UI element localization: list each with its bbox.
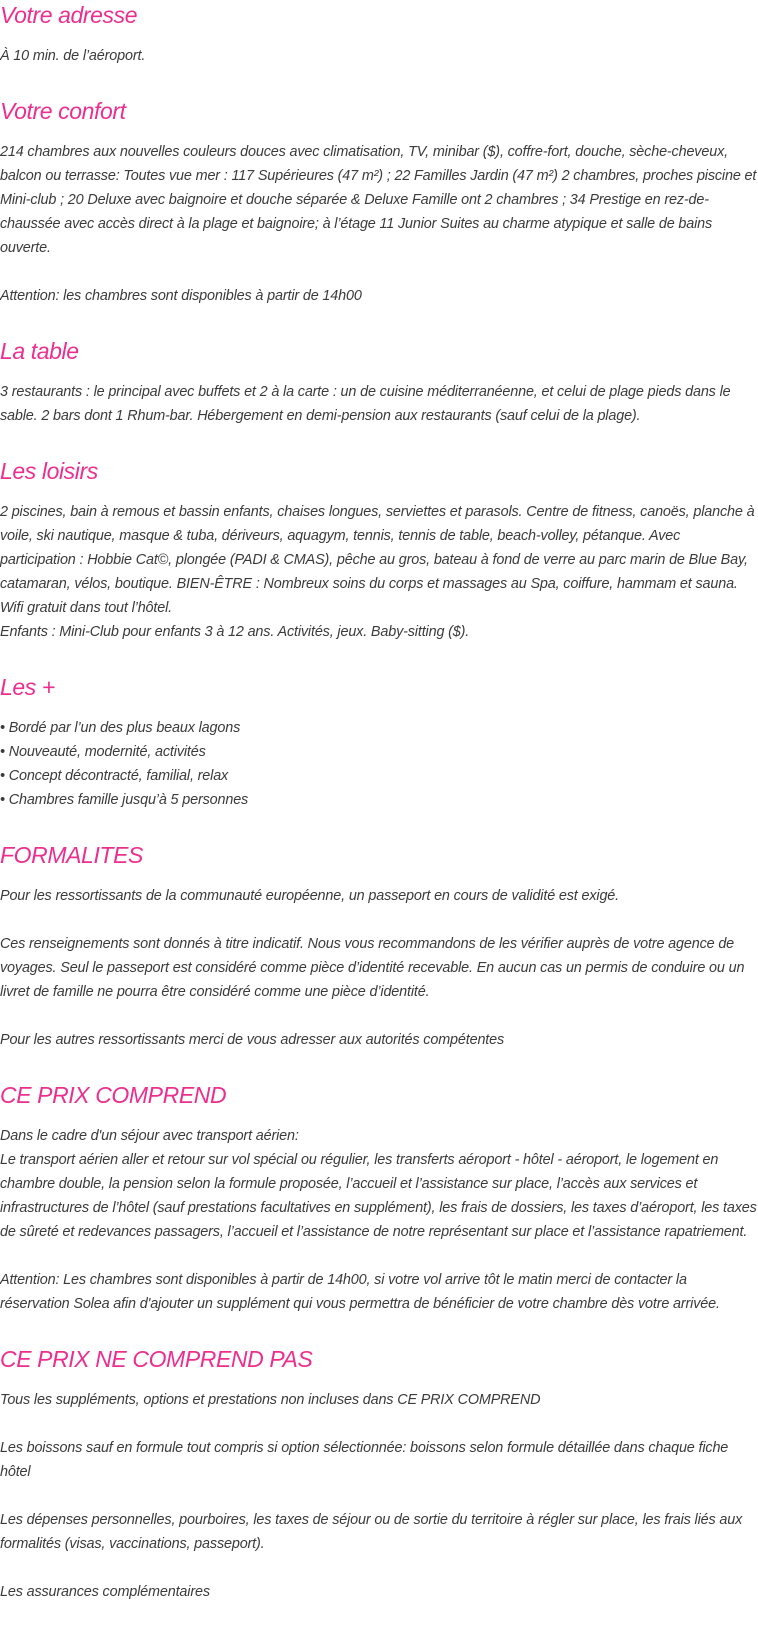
- paragraph: [0, 1268, 758, 1316]
- paragraph: [0, 140, 758, 260]
- spacer: [0, 308, 758, 336]
- text-line: • Bordé par l’un des plus beaux lagons: [0, 720, 241, 736]
- text-line: • Nouveauté, modernité, activités: [0, 744, 206, 760]
- spacer: [0, 68, 758, 96]
- spacer: [0, 486, 758, 500]
- section-title: Les loisirs: [0, 458, 98, 484]
- section-4: [0, 672, 758, 840]
- section-3: [0, 456, 758, 672]
- spacer: [0, 870, 758, 884]
- section-1: [0, 96, 758, 336]
- text-line: À 10 min. de l’aéroport.: [0, 48, 146, 64]
- text-line: Les dépenses personnelles, pourboires, les taxes de séjour ou de sortie du territoire à régler sur place, les frais liés aux formalités (visas, vaccinations, passeport).: [0, 1512, 743, 1552]
- paragraph: [0, 1436, 758, 1484]
- section-0: [0, 0, 758, 96]
- spacer: [0, 1316, 758, 1344]
- text-line: Enfants : Mini-Club pour enfants 3 à 12 ans. Activités, jeux. Baby-sitting ($).: [0, 624, 470, 640]
- spacer: [0, 126, 758, 140]
- spacer: [0, 260, 758, 284]
- section-2: [0, 336, 758, 456]
- spacer: [0, 1004, 758, 1028]
- text-line: • Concept décontracté, familial, relax: [0, 768, 229, 784]
- paragraph: [0, 284, 758, 308]
- section-title: FORMALITES: [0, 842, 143, 868]
- spacer: [0, 1374, 758, 1388]
- text-line: Les assurances complémentaires: [0, 1584, 210, 1600]
- spacer: [0, 702, 758, 716]
- section-title: Votre adresse: [0, 2, 138, 28]
- paragraph: [0, 884, 758, 908]
- spacer: [0, 1412, 758, 1436]
- section-title: Les +: [0, 674, 55, 700]
- spacer: [0, 30, 758, 44]
- paragraph: [0, 44, 758, 68]
- spacer: [0, 908, 758, 932]
- paragraph: [0, 380, 758, 428]
- text-line: • Chambres famille jusqu’à 5 personnes: [0, 792, 249, 808]
- text-line: Ces renseignements sont donnés à titre indicatif. Nous vous recommandons de les vérifier auprès de votre agence de voyages. Seul le passeport est considéré comme pièce d’identité recevable. En aucun cas un permis de conduire ou un livret de famille ne pourra être considéré comme une pièce d’identité.: [0, 936, 745, 1000]
- section-7: [0, 1344, 758, 1604]
- section-6: [0, 1080, 758, 1344]
- text-line: Attention: Les chambres sont disponibles à partir de 14h00, si votre vol arrive tôt le matin merci de contacter la réservation Solea afin d'ajouter un supplément qui vous permettra de bénéficier de votre chambre dès votre arrivée.: [0, 1272, 720, 1312]
- section-5: [0, 840, 758, 1080]
- paragraph: [0, 1580, 758, 1604]
- spacer: [0, 812, 758, 840]
- spacer: [0, 1110, 758, 1124]
- spacer: [0, 1484, 758, 1508]
- section-title: CE PRIX COMPREND: [0, 1082, 227, 1108]
- paragraph: [0, 1388, 758, 1412]
- paragraph: [0, 716, 758, 812]
- spacer: [0, 1244, 758, 1268]
- spacer: [0, 366, 758, 380]
- text-line: Les boissons sauf en formule tout compris si option sélectionnée: boissons selon formule détaillée dans chaque fiche hôtel: [0, 1440, 729, 1480]
- section-title: CE PRIX NE COMPREND PAS: [0, 1346, 313, 1372]
- text-line: Pour les ressortissants de la communauté européenne, un passeport en cours de validité est exigé.: [0, 888, 620, 904]
- text-line: Tous les suppléments, options et prestations non incluses dans CE PRIX COMPREND: [0, 1392, 541, 1408]
- spacer: [0, 428, 758, 456]
- text-line: Le transport aérien aller et retour sur vol spécial ou régulier, les transferts aéroport - hôtel - aéroport, le logement en chambre double, la pension selon la formule proposée, l’accueil et l’assistance sur place, l’accès aux services et infrastructures de l’hôtel (sauf prestations facultatives en supplément), les frais de dossiers, les taxes d’aéroport, les taxes de sûreté et redevances passagers, l’accueil et l’assistance de notre représentant sur place et l’assistance rapatriement.: [0, 1152, 757, 1240]
- paragraph: [0, 500, 758, 644]
- text-line: 2 piscines, bain à remous et bassin enfants, chaises longues, serviettes et parasols. Centre de fitness, canoës, planche à voile, ski nautique, masque & tuba, dériveurs, aquagym, tennis, tennis de table, beach-volley, pétanque. Avec participation : Hobbie Cat©, plongée (PADI & CMAS), pêche au gros, bateau à fond de verre au parc marin de Blue Bay, catamaran, vélos, boutique. BIEN-ÊTRE : Nombreux soins du corps et massages au Spa, coiffure, hammam et sauna. Wifi gratuit dans tout l’hôtel.: [0, 504, 755, 616]
- section-title: Votre confort: [0, 98, 126, 124]
- section-title: La table: [0, 338, 79, 364]
- spacer: [0, 1556, 758, 1580]
- text-line: 3 restaurants : le principal avec buffets et 2 à la carte : un de cuisine méditerranéenne, et celui de plage pieds dans le sable. 2 bars dont 1 Rhum-bar. Hébergement en demi-pension aux restaurants (sauf celui de la plage).: [0, 384, 731, 424]
- paragraph: [0, 1508, 758, 1556]
- text-line: Attention: les chambres sont disponibles à partir de 14h00: [0, 288, 362, 304]
- spacer: [0, 644, 758, 672]
- spacer: [0, 1052, 758, 1080]
- paragraph: [0, 1124, 758, 1244]
- text-line: Dans le cadre d'un séjour avec transport aérien:: [0, 1128, 299, 1144]
- paragraph: [0, 932, 758, 1004]
- text-line: 214 chambres aux nouvelles couleurs douces avec climatisation, TV, minibar ($), coffre-fort, douche, sèche-cheveux, balcon ou terrasse: Toutes vue mer : 117 Supérieures (47 m²) ; 22 Familles Jardin (47 m²) 2 chambres, proches piscine et Mini-club ; 20 Deluxe avec baignoire et douche séparée & Deluxe Famille ont 2 chambres ; 34 Prestige en rez-de-chaussée avec accès direct à la plage et baignoire; à l’étage 11 Junior Suites au charme atypique et salle de bains ouverte.: [0, 144, 757, 256]
- text-line: Pour les autres ressortissants merci de vous adresser aux autorités compétentes: [0, 1032, 505, 1048]
- paragraph: [0, 1028, 758, 1052]
